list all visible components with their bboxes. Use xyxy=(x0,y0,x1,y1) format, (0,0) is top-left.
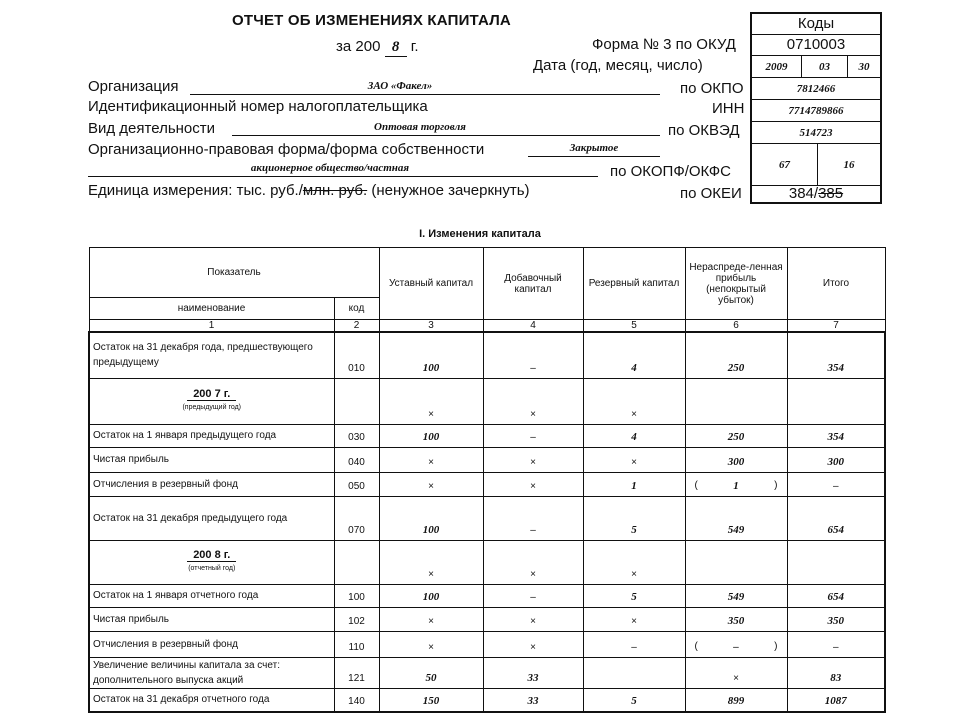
value-text: 654 xyxy=(827,523,844,536)
value-text: × xyxy=(631,408,637,420)
indicator-header: Показатель xyxy=(89,248,379,298)
value-text: × xyxy=(530,615,536,627)
code-okpo: 7812466 xyxy=(752,78,880,100)
value-cell xyxy=(583,607,685,631)
codes-title: Коды xyxy=(752,14,880,35)
table-row xyxy=(89,631,885,657)
value-cell xyxy=(483,657,583,688)
row-name: Остаток на 31 декабря года, предшествующего предыдущему xyxy=(89,332,334,378)
value-cell xyxy=(483,424,583,447)
value-cell xyxy=(379,447,483,472)
row-name: Чистая прибыль xyxy=(89,607,334,631)
value-cell xyxy=(685,447,787,472)
value-text: × xyxy=(428,480,434,492)
value-cell xyxy=(379,378,483,424)
value-cell xyxy=(685,688,787,712)
value-cell xyxy=(379,631,483,657)
value-text: 100 xyxy=(422,430,440,443)
row-name: Отчисления в резервный фонд xyxy=(89,631,334,657)
table-row xyxy=(89,540,885,584)
name-header: наименование xyxy=(89,298,334,320)
value-text: – xyxy=(530,524,536,536)
year-sub: (отчетный год) xyxy=(188,565,236,572)
value-text: 5 xyxy=(631,523,637,536)
value-text: – xyxy=(530,362,536,374)
value-text: 100 xyxy=(422,523,440,536)
row-code: 140 xyxy=(334,688,379,712)
row-code: 121 xyxy=(334,657,379,688)
code-okopf-row xyxy=(752,144,880,186)
value-text: 1 xyxy=(631,479,637,492)
value-text: 5 xyxy=(631,590,637,603)
value-text: 1 xyxy=(733,479,739,492)
value-cell xyxy=(685,540,787,584)
value-cell xyxy=(583,496,685,540)
value-text: × xyxy=(428,615,434,627)
value-cell xyxy=(583,378,685,424)
value-text: – xyxy=(530,591,536,603)
value-cell xyxy=(787,688,885,712)
report-period xyxy=(336,38,419,57)
value-cell xyxy=(787,472,885,496)
okopf-label: по ОКОПФ/ОКФС xyxy=(610,163,732,180)
legal-form-label: Организационно-правовая форма/форма собственности xyxy=(88,141,485,158)
value-cell xyxy=(583,332,685,378)
okpo-label: по ОКПО xyxy=(680,80,744,97)
value-cell xyxy=(787,540,885,584)
value-cell xyxy=(379,472,483,496)
codes-box xyxy=(750,12,882,204)
value-cell xyxy=(379,496,483,540)
value-text: × xyxy=(530,641,536,653)
value-cell xyxy=(379,607,483,631)
capital-changes-table xyxy=(88,247,886,713)
col-number: 1 xyxy=(89,320,334,333)
col-header-5: Итого xyxy=(787,248,885,320)
year-label xyxy=(89,540,334,584)
value-cell xyxy=(483,378,583,424)
code-okei-main: 384/ xyxy=(788,185,819,202)
value-cell xyxy=(685,378,787,424)
value-text: 5 xyxy=(631,695,637,707)
value-text: × xyxy=(631,615,637,627)
row-name: Остаток на 1 января отчетного года xyxy=(89,584,334,607)
value-cell xyxy=(583,631,685,657)
value-text: – xyxy=(733,640,739,653)
code-okopf: 67 xyxy=(752,144,818,185)
code-okei xyxy=(752,186,880,202)
row-code xyxy=(334,540,379,584)
code-date-row xyxy=(752,56,880,78)
unit-label-suffix: (ненужное зачеркнуть) xyxy=(371,182,530,199)
value-text: 4 xyxy=(631,361,637,374)
date-label: Дата (год, месяц, число) xyxy=(533,57,703,74)
year-value: 200 7 г. xyxy=(187,388,236,401)
col-number: 2 xyxy=(334,320,379,333)
value-text: 83 xyxy=(830,671,842,684)
value-text: × xyxy=(530,568,536,580)
value-cell xyxy=(685,657,787,688)
value-text: × xyxy=(428,568,434,580)
unit-label-strike: млн. руб. xyxy=(302,182,368,199)
value-text: 300 xyxy=(727,455,745,468)
row-code: 010 xyxy=(334,332,379,378)
code-header: код xyxy=(334,298,379,320)
okved-label: по ОКВЭД xyxy=(668,122,740,139)
okei-label: по ОКЕИ xyxy=(680,185,742,202)
org-label: Организация xyxy=(88,78,179,95)
value-cell xyxy=(483,631,583,657)
table-row xyxy=(89,378,885,424)
table-row xyxy=(89,496,885,540)
value-text: 100 xyxy=(422,361,440,374)
row-code: 102 xyxy=(334,607,379,631)
row-name: Увеличение величины капитала за счет: дополнительного выпуска акций xyxy=(89,657,334,688)
legal-form-value-2: акционерное общество/частная xyxy=(250,162,410,174)
table-row xyxy=(89,332,885,378)
table-row xyxy=(89,688,885,712)
table-row xyxy=(89,424,885,447)
code-date-month: 03 xyxy=(802,56,848,77)
value-cell xyxy=(685,607,787,631)
value-cell xyxy=(483,540,583,584)
value-text: 300 xyxy=(827,455,844,468)
value-text: × xyxy=(530,456,536,468)
col-number: 7 xyxy=(787,320,885,333)
value-text: – xyxy=(832,480,839,492)
table-row xyxy=(89,607,885,631)
row-code: 030 xyxy=(334,424,379,447)
value-text: × xyxy=(631,568,637,580)
value-cell xyxy=(583,447,685,472)
org-value: ЗАО «Факел» xyxy=(367,80,433,92)
value-cell xyxy=(583,657,685,688)
value-text: 33 xyxy=(527,695,539,707)
value-cell xyxy=(483,332,583,378)
value-cell xyxy=(787,447,885,472)
value-text: 250 xyxy=(727,361,745,374)
value-cell xyxy=(583,584,685,607)
value-cell xyxy=(379,584,483,607)
row-code xyxy=(334,378,379,424)
value-text: × xyxy=(631,456,637,468)
value-cell xyxy=(685,424,787,447)
value-cell xyxy=(483,607,583,631)
value-cell xyxy=(379,332,483,378)
col-number: 3 xyxy=(379,320,483,333)
col-header-1: Уставный капитал xyxy=(379,248,483,320)
value-text: – xyxy=(631,641,637,653)
code-okfs: 16 xyxy=(843,159,855,171)
col-number: 6 xyxy=(685,320,787,333)
value-text: 150 xyxy=(422,695,440,707)
value-cell xyxy=(685,332,787,378)
value-text: 654 xyxy=(827,590,844,603)
code-okei-strike: 385 xyxy=(818,185,844,202)
value-cell xyxy=(787,332,885,378)
row-code: 050 xyxy=(334,472,379,496)
value-cell xyxy=(685,584,787,607)
value-text: × xyxy=(733,672,739,684)
value-cell xyxy=(787,657,885,688)
row-name: Остаток на 31 декабря отчетного года xyxy=(89,688,334,712)
legal-form-value-1: Закрытое xyxy=(569,142,619,154)
value-text: 250 xyxy=(727,430,745,443)
value-cell xyxy=(483,688,583,712)
value-text: × xyxy=(428,408,434,420)
value-cell xyxy=(379,688,483,712)
inn-field-label: Идентификационный номер налогоплательщика xyxy=(88,98,428,115)
value-cell xyxy=(583,540,685,584)
value-cell xyxy=(379,540,483,584)
code-date-day: 30 xyxy=(858,61,870,73)
row-code: 110 xyxy=(334,631,379,657)
col-number: 4 xyxy=(483,320,583,333)
value-cell xyxy=(685,496,787,540)
value-cell xyxy=(483,447,583,472)
year-value: 200 8 г. xyxy=(187,549,236,562)
value-text: 354 xyxy=(827,430,844,443)
value-text: 350 xyxy=(727,614,745,627)
row-code: 040 xyxy=(334,447,379,472)
code-inn: 7714789866 xyxy=(752,100,880,122)
unit-label-prefix: Единица измерения: тыс. руб./ xyxy=(88,182,303,199)
value-cell: ( – ) xyxy=(685,631,787,657)
report-title: ОТЧЕТ ОБ ИЗМЕНЕНИЯХ КАПИТАЛА xyxy=(232,12,511,29)
value-text: 549 xyxy=(727,590,745,603)
value-text: – xyxy=(530,431,536,443)
value-text: × xyxy=(530,480,536,492)
row-name: Отчисления в резервный фонд xyxy=(89,472,334,496)
value-text: × xyxy=(428,641,434,653)
value-text: 1087 xyxy=(824,695,847,707)
value-cell: ( 1 ) xyxy=(685,472,787,496)
value-text: 50 xyxy=(425,671,437,684)
value-cell xyxy=(583,424,685,447)
form-okud-label: Форма № 3 по ОКУД xyxy=(592,36,736,53)
code-okved: 514723 xyxy=(752,122,880,144)
value-cell xyxy=(583,688,685,712)
section-title: I. Изменения капитала xyxy=(419,228,541,240)
col-header-2: Добавочный капитал xyxy=(483,248,583,320)
period-year: 8 xyxy=(385,39,407,57)
row-name: Остаток на 1 января предыдущего года xyxy=(89,424,334,447)
code-date-year: 2009 xyxy=(752,56,802,77)
row-code: 070 xyxy=(334,496,379,540)
table-row xyxy=(89,447,885,472)
row-name: Чистая прибыль xyxy=(89,447,334,472)
value-cell xyxy=(787,378,885,424)
value-cell xyxy=(583,472,685,496)
value-text: 899 xyxy=(727,695,745,707)
value-text: 354 xyxy=(827,361,844,374)
value-text: 549 xyxy=(727,523,745,536)
value-cell xyxy=(787,496,885,540)
value-text: 100 xyxy=(422,590,440,603)
period-suffix: г. xyxy=(410,38,419,55)
value-text: × xyxy=(530,408,536,420)
col-header-4: Нераспреде-ленная прибыль (непокрытый убыток) xyxy=(685,248,787,320)
activity-value: Оптовая торговля xyxy=(374,121,466,133)
value-cell xyxy=(787,424,885,447)
inn-code-label: ИНН xyxy=(712,100,745,117)
value-text: – xyxy=(832,641,839,653)
row-code: 100 xyxy=(334,584,379,607)
value-cell xyxy=(787,607,885,631)
value-text: × xyxy=(428,456,434,468)
table-row xyxy=(89,657,885,688)
value-cell xyxy=(787,631,885,657)
year-label xyxy=(89,378,334,424)
period-prefix: за 200 xyxy=(336,38,381,55)
value-cell xyxy=(483,584,583,607)
year-sub: (предыдущий год) xyxy=(182,404,242,411)
row-name: Остаток на 31 декабря предыдущего года xyxy=(89,496,334,540)
value-cell xyxy=(379,424,483,447)
value-cell xyxy=(787,584,885,607)
table-row xyxy=(89,584,885,607)
value-cell xyxy=(379,657,483,688)
col-header-3: Резервный капитал xyxy=(583,248,685,320)
value-text: 350 xyxy=(827,614,844,627)
unit-label xyxy=(88,182,530,199)
col-number: 5 xyxy=(583,320,685,333)
value-cell xyxy=(483,472,583,496)
value-text: 4 xyxy=(631,430,637,443)
activity-label: Вид деятельности xyxy=(88,120,216,137)
value-cell xyxy=(483,496,583,540)
value-text: 33 xyxy=(527,671,539,684)
code-okud: 0710003 xyxy=(752,34,880,56)
table-row xyxy=(89,472,885,496)
